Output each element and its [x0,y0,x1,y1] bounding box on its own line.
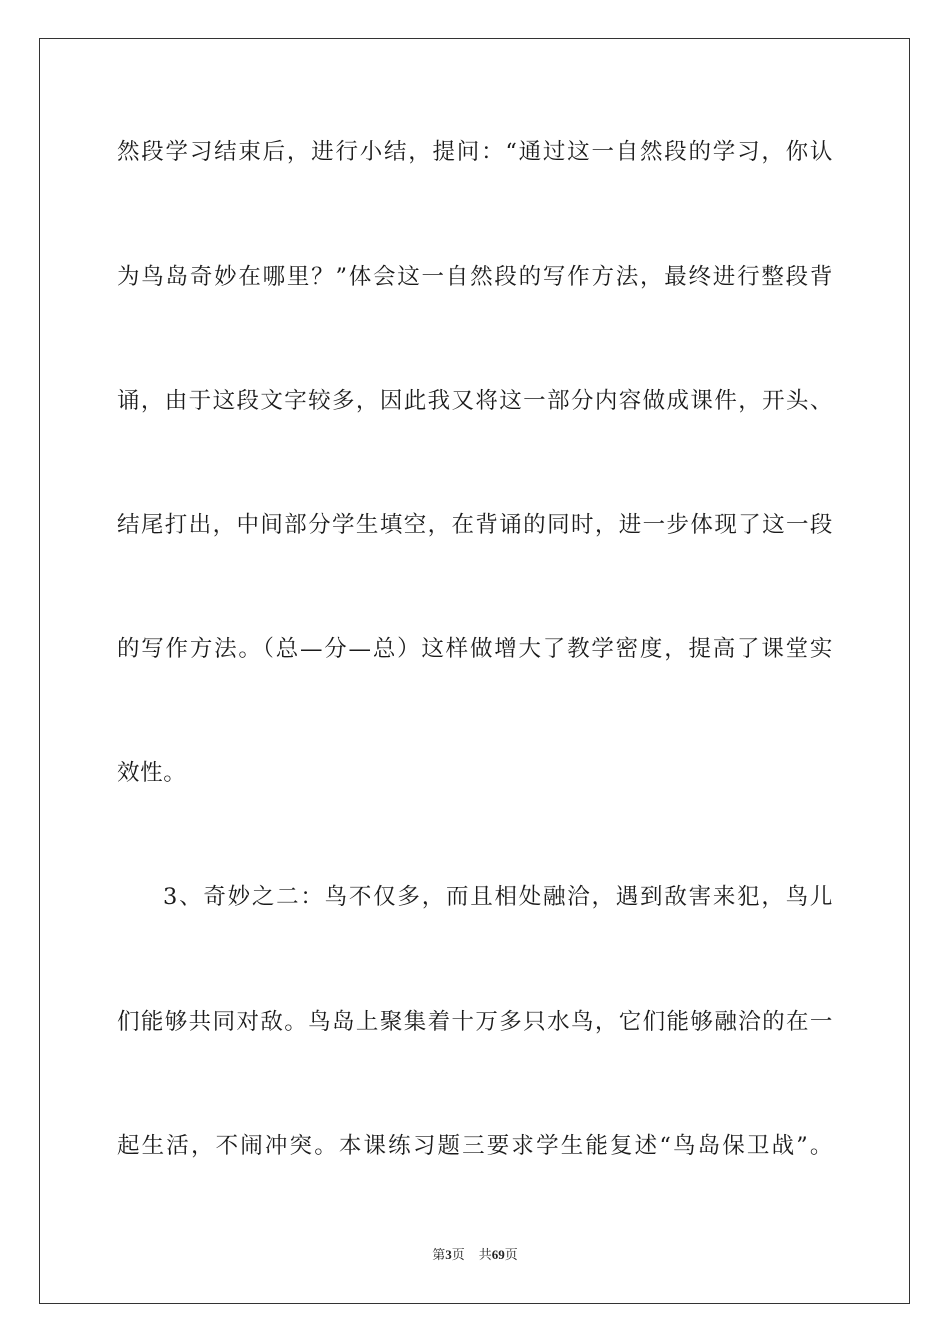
paragraph-1-line-1: 然段学习结束后，进行小结，提问：“通过这一自然段的学习，你认 [117,139,833,165]
paragraph-1-line-6: 效性。 [117,760,187,786]
footer-total-pages: 69 [491,1247,505,1262]
page-border [39,38,910,1304]
paragraph-1-line-4: 结尾打出，中间部分学生填空，在背诵的同时，进一步体现了这一段 [117,512,833,538]
paragraph-2-line-2: 们能够共同对敌。鸟岛上聚集着十万多只水鸟，它们能够融洽的在一 [117,1009,833,1035]
footer-page-number: 3 [445,1247,452,1262]
footer-page-suffix: 页 [451,1248,465,1263]
paragraph-1-line-3: 诵，由于这段文字较多，因此我又将这一部分内容做成课件，开头、 [117,388,833,414]
paragraph-1-line-2: 为鸟岛奇妙在哪里？”体会这一自然段的写作方法，最终进行整段背 [117,264,833,290]
page-footer [0,1246,950,1265]
paragraph-1-line-5: 的写作方法。（总—分—总）这样做增大了教学密度，提高了课堂实 [117,636,833,662]
paragraph-2-line-1: 3、奇妙之二：鸟不仅多，而且相处融洽，遇到敌害来犯，鸟儿 [163,884,833,910]
footer-total-suffix: 页 [504,1248,518,1263]
footer-page-prefix: 第 [432,1248,446,1263]
paragraph-2-line-3: 起生活，不闹冲突。本课练习题三要求学生能复述“鸟岛保卫战”。 [117,1133,833,1159]
footer-total-prefix: 共 [478,1248,492,1263]
